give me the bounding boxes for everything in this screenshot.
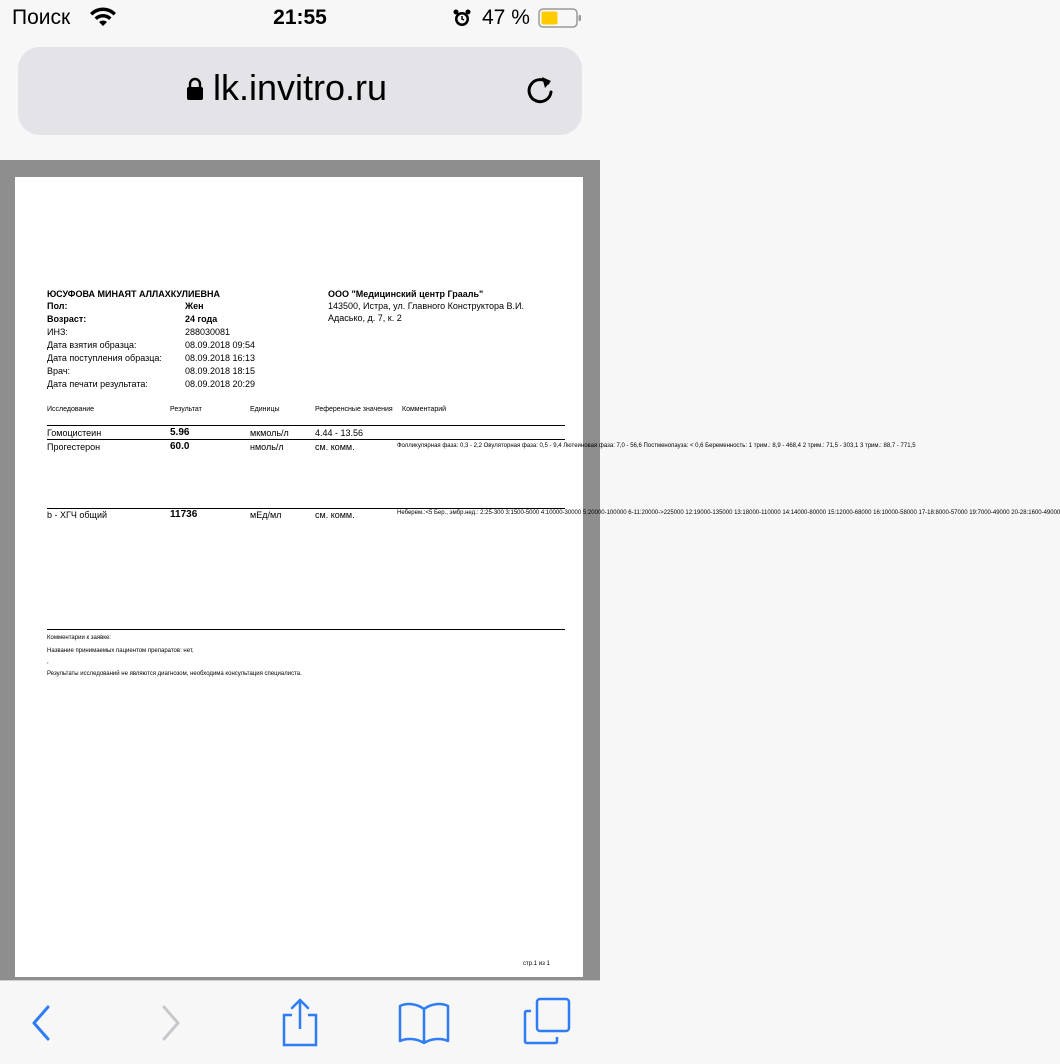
print-date-label: Дата печати результата: [47, 379, 148, 389]
page-number: стр.1 из 1 [523, 961, 550, 967]
bottom-toolbar [0, 980, 600, 1064]
table-bottom-rule [47, 629, 565, 630]
status-bar [0, 0, 600, 38]
row-units: мкмоль/л [250, 428, 289, 438]
clinic-address-2: Адасько, д. 7, к. 2 [328, 313, 402, 323]
sample-date-label: Дата взятия образца: [47, 340, 137, 350]
row-units: мЕд/мл [250, 510, 282, 520]
row-test: b - ХГЧ общий [47, 510, 107, 520]
row-divider [47, 508, 565, 509]
chevron-left-icon[interactable] [28, 1003, 52, 1043]
row-divider [47, 439, 565, 440]
document-viewer[interactable] [0, 160, 1060, 980]
url-text[interactable]: lk.invitro.ru [213, 67, 388, 108]
carrier-label: Поиск [12, 6, 71, 29]
col-header-result: Результат [170, 406, 202, 413]
notes-title: Комментарии к заявке: [47, 635, 111, 641]
table-header-rule [47, 425, 565, 426]
share-icon[interactable] [280, 997, 320, 1047]
battery-icon [538, 8, 582, 28]
address-bar[interactable] [18, 47, 582, 135]
received-date-value: 08.09.2018 16:13 [185, 353, 256, 363]
age-label: Возраст: [47, 314, 87, 324]
row-ref: см. комм. [315, 510, 355, 520]
received-date-label: Дата поступления образца: [47, 353, 162, 363]
col-header-units: Единицы [250, 406, 280, 413]
row-comment: Неберем.:<5 Бер., эмбр.нед.: 2:25-300 3:1500-5000 4:10000-30000 5:20000-100000 6-11:20000->225000 12:19000-135000 13:18000-110000 14:14000-80000 15:12000-68000 16:10000-58000 17-18:8000-57000 19:7000-49000 20-28:1600-49000 [397, 510, 1060, 516]
chevron-right-icon[interactable] [160, 1003, 184, 1043]
alarm-icon [452, 8, 472, 28]
row-test: Прогестерон [47, 442, 101, 452]
row-ref: см. комм. [315, 442, 355, 452]
doctor-label: Врач: [47, 366, 71, 376]
notes-drugs: Название принимаемых пациентом препаратов: нет, [47, 648, 194, 654]
lock-icon [186, 77, 204, 101]
clinic-address-1: 143500, Истра, ул. Главного Конструктора В.И. [328, 301, 524, 311]
row-result: 60.0 [170, 441, 190, 452]
patient-name: ЮСУФОВА МИНАЯТ АЛЛАХКУЛИЕВНА [47, 289, 220, 299]
clinic-name: ООО "Медицинский центр Грааль" [328, 289, 484, 299]
col-header-test: Исследование [47, 406, 95, 413]
result-page [15, 177, 1060, 977]
inz-value: 288030081 [185, 327, 231, 337]
disclaimer: Результаты исследований не являются диагнозом, необходима консультация специалиста. [47, 671, 302, 677]
notes-comma: , [47, 659, 49, 665]
print-date-value: 08.09.2018 20:29 [185, 379, 256, 389]
doctor-value: 08.09.2018 18:15 [185, 366, 256, 376]
row-test: Гомоцистеин [47, 428, 102, 438]
book-icon[interactable] [398, 1001, 450, 1045]
row-ref: 4.44 - 13.56 [315, 428, 364, 438]
battery-percent: 47 % [482, 6, 530, 29]
col-header-ref: Референсные значения [315, 406, 393, 413]
sex-label: Пол: [47, 301, 68, 311]
col-header-comment: Комментарий [402, 406, 447, 413]
sex-value: Жен [185, 301, 204, 311]
reload-icon[interactable] [524, 73, 556, 107]
row-result: 11736 [170, 509, 198, 520]
row-units: нмоль/л [250, 442, 284, 452]
age-value: 24 года [185, 314, 218, 324]
row-comment: Фолликулярная фаза: 0,3 - 2,2 Овуляторная фаза: 0,5 - 9,4 Лютеиновая фаза: 7,0 - 56,6 Постменопауза: < 0,6 Беременность: 1 трим.: 8,9 - 468,4 2 трим.: 71,5 - 303,1 3 трим.: 88,7 - 771,5 [397, 443, 916, 449]
tabs-icon[interactable] [523, 997, 571, 1045]
clock: 21:55 [273, 6, 327, 29]
row-result: 5.96 [170, 427, 190, 438]
inz-label: ИНЗ: [47, 327, 68, 337]
sample-date-value: 08.09.2018 09:54 [185, 340, 256, 350]
